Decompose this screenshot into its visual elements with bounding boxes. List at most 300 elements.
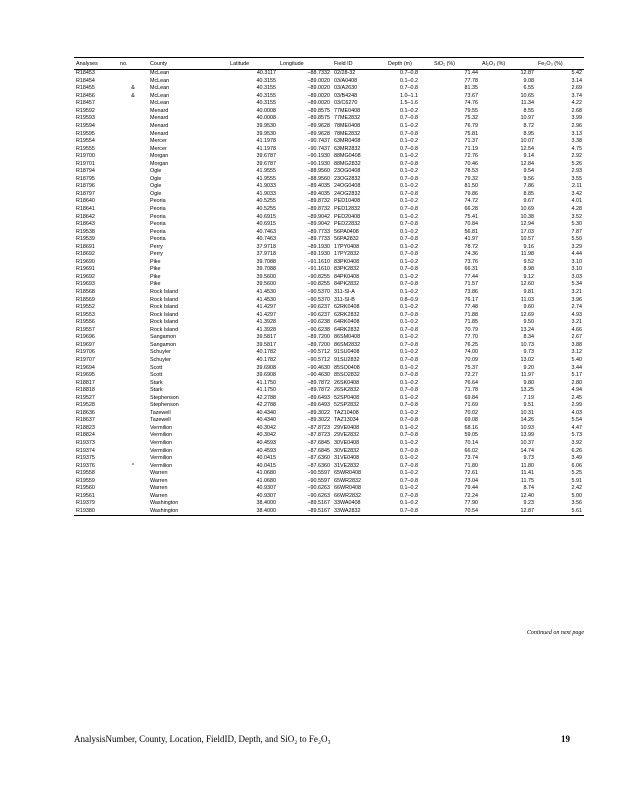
cell-note-mark (118, 364, 148, 372)
cell-note-mark (118, 372, 148, 380)
cell-depth: 0.1–0.2 (400, 319, 418, 326)
cell-analysis-id: R19528 (76, 402, 95, 409)
col-header-depth: Depth (m) (386, 58, 432, 70)
cell-fe2o3: 6.26 (571, 447, 582, 454)
cell-latitude: 39.9530 (256, 130, 276, 137)
cell-fe2o3: 3.12 (571, 349, 582, 356)
cell-note-mark (118, 327, 148, 335)
cell-sio2: 71.85 (464, 319, 478, 326)
cell-field-id: 77ME0408 (334, 107, 361, 114)
cell-fe2o3: 5.40 (571, 356, 582, 363)
cell-field-id: 62RK0408 (334, 304, 360, 311)
cell-county: Pike (150, 273, 161, 280)
table-row (74, 198, 584, 206)
cell-county: Vermilion (150, 432, 173, 439)
cell-depth: 0.7–0.8 (400, 115, 418, 122)
cell-sio2: 81.35 (464, 85, 478, 92)
cell-longitude: −91.1610 (307, 266, 330, 273)
cell-longitude: −89.3022 (307, 409, 330, 416)
cell-depth: 0.1–0.2 (400, 77, 418, 84)
table-row (74, 221, 584, 229)
cell-fe2o3: 3.74 (571, 92, 582, 99)
cell-analysis-id: R19697 (76, 341, 95, 348)
table-row (74, 266, 584, 274)
cell-county: Peoria (150, 228, 166, 235)
cell-sio2: 81.50 (464, 183, 478, 190)
cell-longitude: −89.7733 (307, 236, 330, 243)
col-header-no: no. (118, 58, 148, 70)
cell-al2o3: 12.54 (520, 145, 534, 152)
cell-note-mark (118, 236, 148, 244)
cell-depth: 0.1–0.2 (400, 485, 418, 492)
cell-depth: 0.7–0.8 (400, 130, 418, 137)
cell-longitude: −90.5370 (307, 296, 330, 303)
cell-longitude: −89.1930 (307, 243, 330, 250)
cell-analysis-id: R19695 (76, 372, 95, 379)
cell-field-id: 30VE2832 (334, 447, 360, 454)
cell-fe2o3: 3.21 (571, 319, 582, 326)
cell-county: Ogle (150, 175, 162, 182)
cell-county: Peoria (150, 236, 166, 243)
cell-note-mark (118, 281, 148, 289)
cell-fe2o3: 4.44 (571, 251, 582, 258)
table-body (74, 70, 584, 516)
cell-county: Warren (150, 470, 168, 477)
cell-note-mark (118, 168, 148, 176)
cell-longitude: −90.7437 (307, 145, 330, 152)
cell-analysis-id: R19706 (76, 349, 95, 356)
table-row (74, 251, 584, 259)
cell-sio2: 69.84 (464, 394, 478, 401)
cell-longitude: −87.6360 (307, 462, 330, 469)
cell-latitude: 41.1750 (256, 379, 276, 386)
cell-sio2: 76.17 (464, 296, 478, 303)
cell-latitude: 41.4297 (256, 311, 276, 318)
cell-fe2o3: 4.93 (571, 311, 582, 318)
cell-analysis-id: R18796 (76, 183, 95, 190)
cell-al2o3: 6.55 (523, 85, 534, 92)
cell-longitude: −89.5167 (307, 500, 330, 507)
cell-field-id: 65WR2832 (334, 477, 361, 484)
cell-al2o3: 10.37 (520, 439, 534, 446)
cell-longitude: −89.0020 (307, 77, 330, 84)
cell-latitude: 40.4340 (256, 409, 276, 416)
cell-depth: 0.7–0.8 (400, 160, 418, 167)
cell-fe2o3: 3.29 (571, 243, 582, 250)
cell-county: Rock Island (150, 326, 179, 333)
cell-sio2: 70.14 (464, 439, 478, 446)
cell-al2o3: 7.19 (523, 394, 534, 401)
cell-field-id: 31VE2832 (334, 462, 360, 469)
cell-county: Scott (150, 364, 163, 371)
cell-note-mark (118, 296, 148, 304)
cell-county: McLean (150, 100, 170, 107)
cell-longitude: −90.5597 (307, 470, 330, 477)
cell-analysis-id: R18454 (76, 77, 95, 84)
cell-fe2o3: 2.67 (571, 334, 582, 341)
cell-longitude: −89.7872 (307, 379, 330, 386)
cell-depth: 0.1–0.2 (400, 455, 418, 462)
cell-county: McLean (150, 77, 170, 84)
table-row (74, 334, 584, 342)
table-row (74, 123, 584, 131)
cell-fe2o3: 5.61 (536, 508, 584, 516)
cell-sio2: 56.81 (464, 228, 478, 235)
cell-longitude: −90.7437 (307, 138, 330, 145)
table-row (74, 161, 584, 169)
cell-analysis-id: R19538 (76, 228, 95, 235)
cell-longitude: −87.8723 (307, 432, 330, 439)
cell-analysis-id: R19692 (76, 273, 95, 280)
table-row (74, 259, 584, 267)
cell-al2o3: 11.97 (520, 372, 534, 379)
cell-note-mark (118, 266, 148, 274)
cell-latitude: 40.1782 (256, 349, 276, 356)
cell-longitude: −89.4035 (307, 190, 330, 197)
cell-sio2: 70.46 (464, 160, 478, 167)
cell-depth: 0.7–0.8 (400, 387, 418, 394)
cell-field-id: 77ME2832 (334, 115, 361, 122)
cell-latitude: 38.4000 (256, 500, 276, 507)
cell-latitude: 40.0415 (256, 455, 276, 462)
cell-county: Ogle (150, 183, 162, 190)
cell-longitude: −90.4630 (307, 372, 330, 379)
cell-al2o3: 9.54 (523, 168, 534, 175)
cell-fe2o3: 3.99 (571, 115, 582, 122)
cell-depth: 0.1–0.2 (400, 304, 418, 311)
col-header-latitude: Latitude (228, 58, 278, 70)
cell-field-id: 23OG0408 (334, 168, 361, 175)
cell-fe2o3: 5.42 (571, 70, 582, 77)
table-row (74, 417, 584, 425)
cell-latitude: 40.0008 (256, 107, 276, 114)
cell-depth: 0.7–0.8 (400, 175, 418, 182)
cell-county: McLean (150, 70, 170, 77)
cell-analysis-id: R19558 (76, 470, 95, 477)
cell-analysis-id: R19527 (76, 394, 95, 401)
cell-longitude: −89.0020 (307, 85, 330, 92)
cell-fe2o3: 5.54 (571, 417, 582, 424)
cell-latitude: 40.3155 (256, 85, 276, 92)
cell-field-id: 91SU0408 (334, 349, 360, 356)
table-row (74, 508, 584, 516)
cell-al2o3: 8.85 (523, 190, 534, 197)
cell-al2o3: 8.95 (523, 130, 534, 137)
cell-county: Stark (150, 387, 163, 394)
cell-field-id: 66WR2832 (334, 492, 361, 499)
cell-longitude: −89.6493 (307, 394, 330, 401)
cell-county: Schuyler (150, 356, 171, 363)
cell-fe2o3: 5.50 (571, 236, 582, 243)
cell-analysis-id: R18818 (76, 387, 95, 394)
cell-fe2o3: 2.74 (571, 304, 582, 311)
cell-note-mark (118, 221, 148, 229)
cell-depth: 0.1–0.2 (400, 107, 418, 114)
cell-latitude: 38.4000 (228, 508, 278, 516)
cell-sio2: 71.69 (464, 402, 478, 409)
cell-al2o3: 9.51 (523, 402, 534, 409)
cell-sio2: 75.81 (464, 130, 478, 137)
cell-depth: 0.7–0.8 (400, 417, 418, 424)
cell-sio2: 69.08 (464, 417, 478, 424)
cell-latitude: 40.9307 (256, 492, 276, 499)
cell-latitude: 40.0415 (256, 462, 276, 469)
cell-sio2: 77.78 (464, 77, 478, 84)
cell-al2o3: 13.24 (520, 326, 534, 333)
cell-fe2o3: 2.99 (571, 402, 582, 409)
cell-fe2o3: 4.01 (571, 198, 582, 205)
cell-note-mark (118, 349, 148, 357)
table-row (74, 425, 584, 433)
cell-analysis-id: R19373 (76, 439, 95, 446)
cell-al2o3: 9.14 (523, 153, 534, 160)
cell-fe2o3: 3.13 (571, 130, 582, 137)
cell-sio2: 74.76 (464, 100, 478, 107)
cell-depth: 0.7–0.8 (400, 221, 418, 228)
table-row (74, 304, 584, 312)
cell-note-mark (118, 130, 148, 138)
cell-latitude: 41.0680 (256, 477, 276, 484)
cell-longitude: −89.9042 (307, 213, 330, 220)
table-row (74, 153, 584, 161)
cell-longitude: −89.9628 (307, 130, 330, 137)
cell-longitude: −90.6238 (307, 326, 330, 333)
cell-fe2o3: 3.56 (571, 500, 582, 507)
cell-latitude: 42.2788 (256, 394, 276, 401)
cell-county: Sangamon (150, 334, 177, 341)
cell-al2o3: 8.72 (523, 123, 534, 129)
cell-fe2o3: 5.30 (571, 221, 582, 228)
cell-fe2o3: 3.96 (571, 296, 582, 303)
cell-county: Vermilion (150, 455, 173, 462)
cell-sio2: 76.79 (464, 123, 478, 129)
cell-fe2o3: 2.68 (571, 107, 582, 114)
cell-al2o3: 8.34 (523, 334, 534, 341)
table-row (74, 138, 584, 146)
cell-note-mark (118, 312, 148, 320)
cell-sio2: 76.25 (464, 341, 478, 348)
cell-al2o3: 12.84 (520, 160, 534, 167)
cell-note-mark (118, 319, 148, 327)
table-header-row (74, 58, 584, 70)
cell-longitude: −91.1610 (307, 258, 330, 265)
cell-note-mark (118, 478, 148, 486)
cell-al2o3: 12.60 (520, 281, 534, 288)
cell-sio2: 66.02 (464, 447, 478, 454)
table-row (74, 478, 584, 486)
cell-analysis-id: R19556 (76, 319, 95, 326)
cell-analysis-id: R18691 (76, 243, 95, 250)
cell-longitude: −88.9560 (307, 175, 330, 182)
table-row (74, 281, 584, 289)
cell-sio2: 76.64 (464, 379, 478, 386)
cell-depth: 0.1–0.2 (400, 243, 418, 250)
cell-latitude: 41.1978 (256, 138, 276, 145)
cell-fe2o3: 4.94 (571, 387, 582, 394)
cell-depth: 0.7–0.8 (400, 462, 418, 469)
table-row (74, 312, 584, 320)
cell-latitude: 41.3928 (256, 326, 276, 333)
cell-note-mark (118, 251, 148, 259)
cell-depth: 0.1–0.2 (400, 334, 418, 341)
cell-longitude: −90.8255 (307, 281, 330, 288)
cell-latitude: 40.3042 (256, 424, 276, 431)
cell-note-mark (118, 289, 148, 297)
cell-latitude: 41.9033 (256, 183, 276, 190)
cell-depth: 0.7–0.8 (400, 492, 418, 499)
table-row (74, 289, 584, 297)
cell-note-mark (118, 402, 148, 410)
cell-county: McLean (150, 85, 170, 92)
cell-sio2: 71.88 (464, 311, 478, 318)
cell-latitude: 39.5600 (256, 273, 276, 280)
table-row (74, 206, 584, 214)
cell-field-id: 29VE0408 (334, 424, 360, 431)
cell-al2o3: 10.65 (520, 92, 534, 99)
cell-county: Vermilion (150, 462, 173, 469)
cell-latitude: 40.5255 (256, 198, 276, 205)
cell-field-id: 64RK0408 (334, 319, 360, 326)
cell-field-id: TAZ10408 (334, 409, 359, 416)
cell-latitude: 40.3155 (256, 77, 276, 84)
cell-depth: 0.1–0.2 (400, 409, 418, 416)
cell-fe2o3: 2.45 (571, 394, 582, 401)
cell-analysis-id: R18797 (76, 190, 95, 197)
cell-latitude: 41.4530 (256, 289, 276, 296)
cell-latitude: 41.1978 (256, 145, 276, 152)
cell-latitude: 39.6787 (256, 153, 276, 160)
cell-al2o3: 9.23 (523, 500, 534, 507)
cell-note-mark (118, 198, 148, 206)
cell-field-id: 52SP0408 (334, 394, 360, 401)
cell-county: Rock Island (150, 304, 179, 311)
cell-depth: 0.7–0.8 (400, 281, 418, 288)
cell-longitude: −89.6493 (307, 402, 330, 409)
table-row (74, 70, 584, 78)
cell-county: Stephenson (150, 402, 179, 409)
cell-fe2o3: 3.10 (571, 266, 582, 273)
cell-longitude: −90.1930 (307, 160, 330, 167)
cell-depth: 0.1–0.2 (400, 289, 418, 296)
cell-depth: 0.1–0.2 (400, 198, 418, 205)
table-row (74, 462, 584, 470)
cell-longitude: −89.8575 (307, 107, 330, 114)
cell-sio2: 74.36 (464, 251, 478, 258)
cell-latitude: 42.2788 (256, 402, 276, 409)
cell-al2o3: 11.98 (520, 251, 534, 258)
cell-depth: 0.7–0.8 (400, 145, 418, 152)
cell-field-id: PED10408 (334, 198, 361, 205)
cell-field-id: 56PA2832 (334, 236, 359, 243)
table-row (74, 78, 584, 86)
cell-sio2: 59.05 (464, 432, 478, 439)
cell-analysis-id: R19375 (76, 455, 95, 462)
cell-analysis-id: R18456 (76, 92, 95, 99)
cell-field-id: PED20408 (334, 213, 361, 220)
table-row (74, 364, 584, 372)
table-row (74, 100, 584, 108)
cell-depth: 0.7–0.8 (400, 402, 418, 409)
cell-al2o3: 7.86 (523, 183, 534, 190)
cell-al2o3: 8.74 (523, 485, 534, 492)
table-row (74, 447, 584, 455)
cell-al2o3: 12.87 (480, 508, 536, 516)
cell-latitude: 41.9033 (256, 190, 276, 197)
cell-county: Washington (148, 508, 228, 516)
cell-fe2o3: 3.03 (571, 273, 582, 280)
table-row (74, 236, 584, 244)
cell-al2o3: 11.80 (520, 462, 534, 469)
cell-field-id: 311-SI-B (334, 296, 355, 303)
cell-analysis-id: R19539 (76, 236, 95, 243)
cell-longitude: −89.7200 (307, 341, 330, 348)
cell-sio2: 77.70 (464, 334, 478, 341)
cell-fe2o3: 4.28 (571, 206, 582, 213)
cell-analysis-id: R19707 (76, 356, 95, 363)
cell-longitude: −90.6263 (307, 485, 330, 492)
cell-fe2o3: 5.91 (571, 477, 582, 484)
cell-county: Menard (150, 123, 169, 129)
cell-depth: 0.7–0.8 (400, 356, 418, 363)
cell-al2o3: 8.98 (523, 266, 534, 273)
cell-depth: 0.1–0.2 (400, 379, 418, 386)
cell-note-mark (118, 432, 148, 440)
cell-analysis-id: R19559 (76, 477, 95, 484)
cell-note-mark (118, 213, 148, 221)
cell-sio2: 70.84 (464, 221, 478, 228)
cell-depth: 0.7–0.8 (400, 326, 418, 333)
cell-al2o3: 13.25 (520, 387, 534, 394)
cell-fe2o3: 2.42 (571, 485, 582, 492)
cell-al2o3: 9.16 (523, 243, 534, 250)
cell-county: Peoria (150, 213, 166, 220)
cell-county: Tazewell (150, 409, 171, 416)
cell-al2o3: 13.99 (520, 432, 534, 439)
table-row (74, 327, 584, 335)
cell-al2o3: 9.52 (523, 258, 534, 265)
cell-analysis-id: R19696 (76, 334, 95, 341)
cell-latitude: 40.6915 (256, 213, 276, 220)
cell-analysis-id: R18455 (76, 85, 95, 92)
cell-analysis-id: R19700 (76, 153, 95, 160)
cell-depth: 0.7–0.8 (400, 447, 418, 454)
cell-fe2o3: 2.80 (571, 379, 582, 386)
cell-sio2: 75.41 (464, 213, 478, 220)
cell-note-mark: ^ (131, 462, 135, 469)
cell-longitude: −88.9560 (307, 168, 330, 175)
cell-sio2: 70.79 (464, 326, 478, 333)
cell-note-mark (118, 342, 148, 350)
cell-fe2o3: 4.75 (571, 145, 582, 152)
cell-analysis-id: R18643 (76, 221, 95, 228)
cell-sio2: 78.53 (464, 168, 478, 175)
table-row (74, 410, 584, 418)
cell-analysis-id: R19555 (76, 145, 95, 152)
cell-latitude: 40.7463 (256, 228, 276, 235)
col-header-sio2: SiO₂ (%) (432, 58, 480, 70)
cell-sio2: 79.86 (464, 190, 478, 197)
col-header-fe2o3: Fe₂O₃ (%) (536, 58, 584, 70)
cell-sio2: 74.72 (464, 198, 478, 205)
cell-field-id: 03/A2630 (334, 85, 358, 92)
table-row (74, 432, 584, 440)
cell-al2o3: 10.07 (520, 138, 534, 145)
cell-field-id: 31VE0408 (334, 455, 360, 462)
cell-latitude: 40.3155 (256, 92, 276, 99)
cell-sio2: 73.76 (464, 258, 478, 265)
cell-county: Morgan (150, 160, 169, 167)
cell-note-mark (118, 508, 148, 516)
